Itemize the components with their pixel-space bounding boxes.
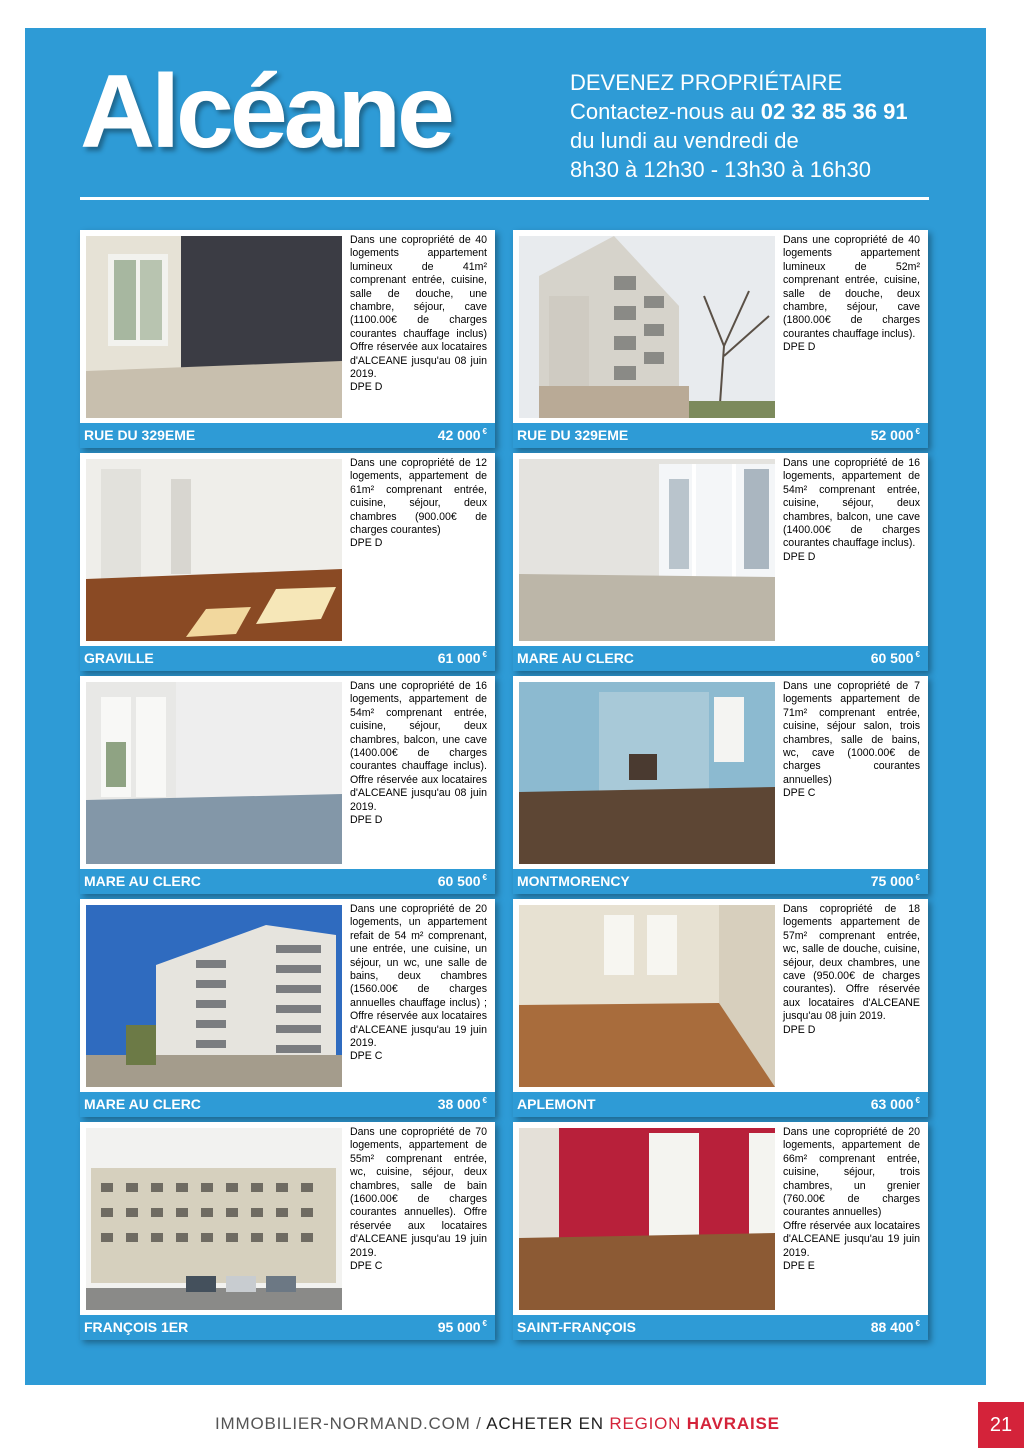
listing-card[interactable] xyxy=(80,899,495,1117)
price-value: 42 000 xyxy=(437,427,481,443)
contact-hours: 8h30 à 12h30 - 13h30 à 16h30 xyxy=(570,157,871,182)
interior-blue-floor xyxy=(86,682,342,864)
tall-building-blue-sky xyxy=(86,905,342,1087)
listing-title-bar xyxy=(513,1092,928,1117)
listing-card[interactable] xyxy=(80,230,495,448)
listing-description: Dans une copropriété de 40 logements appartement lumineux de 41m² comprenant entrée, cuisine, salle de douche, une chambre, séjour, cave (1100.00€ de charges courantes chauffage inclus) Offre réservée aux locataires d'ALCEANE jusqu'au 08 juin 2019. DPE D xyxy=(350,234,487,394)
footer-site-link[interactable]: IMMOBILIER-NORMAND.COM xyxy=(215,1414,471,1433)
building-exterior-trees xyxy=(519,236,775,418)
page-number: 21 xyxy=(978,1402,1024,1448)
listing-title-bar xyxy=(513,869,928,894)
listing-description: Dans une copropriété de 16 logements, appartement de 54m² comprenant entrée, cuisine, séjour, deux chambres, balcon, une cave (1400.00€ de charges courantes chauffage inclus). DPE D xyxy=(783,457,920,563)
listing-photo xyxy=(86,236,342,418)
listing-card[interactable] xyxy=(513,230,928,448)
listing-price xyxy=(871,873,920,889)
currency-symbol: € xyxy=(482,427,487,436)
footer-part1: ACHETER EN xyxy=(486,1414,604,1433)
listing-location: MARE AU CLERC xyxy=(517,650,634,666)
interior-wood-floor-sunlight xyxy=(86,459,342,641)
listing-description: Dans une copropriété de 20 logements, appartement de 66m² comprenant entrée, cuisine, séjour, trois chambres, un grenier (760.00€ de charges courantes annuelles) Offre réservée aux locataires d'ALCEANE jusqu'au 19 juin 2019. DPE E xyxy=(783,1126,920,1273)
listing-card[interactable] xyxy=(80,676,495,894)
contact-days: du lundi au vendredi de xyxy=(570,128,799,153)
listing-title-bar xyxy=(513,646,928,671)
listing-location: APLEMONT xyxy=(517,1096,596,1112)
listing-price xyxy=(871,427,920,443)
listing-location: MARE AU CLERC xyxy=(84,1096,201,1112)
price-value: 60 500 xyxy=(870,650,914,666)
listing-card[interactable] xyxy=(513,1122,928,1340)
interior-parquet-two-windows xyxy=(519,905,775,1087)
listing-card[interactable] xyxy=(513,676,928,894)
interior-blue-walls-fireplace xyxy=(519,682,775,864)
listing-card[interactable] xyxy=(513,453,928,671)
listing-title-bar xyxy=(513,1315,928,1340)
currency-symbol: € xyxy=(482,873,487,882)
price-value: 75 000 xyxy=(870,873,914,889)
price-value: 61 000 xyxy=(437,650,481,666)
listing-card[interactable] xyxy=(80,1122,495,1340)
listing-location: SAINT-FRANÇOIS xyxy=(517,1319,636,1335)
price-value: 63 000 xyxy=(870,1096,914,1112)
price-value: 60 500 xyxy=(437,873,481,889)
listing-location: RUE DU 329EME xyxy=(517,427,629,443)
listing-description: Dans une copropriété de 16 logements, appartement de 54m² comprenant entrée, cuisine, séjour, deux chambres, balcon, une cave (1400.00€ de charges courantes chauffage inclus). Offre réservée aux locataires d'ALCEANE jusqu'au 08 juin 2019. DPE D xyxy=(350,680,487,827)
currency-symbol: € xyxy=(915,650,920,659)
interior-balcony-window xyxy=(519,459,775,641)
currency-symbol: € xyxy=(915,1319,920,1328)
currency-symbol: € xyxy=(482,650,487,659)
listing-description: Dans une copropriété de 7 logements appartement de 71m² comprenant entrée, cuisine, séjour salon, trois chambres, salle de bains, wc, cave (1000.00€ de charges courantes annuelles) DPE C xyxy=(783,680,920,800)
listing-title-bar xyxy=(80,423,495,448)
listing-price xyxy=(438,650,487,666)
footer-part2: REGION xyxy=(609,1414,682,1433)
price-value: 95 000 xyxy=(437,1319,481,1335)
listing-photo xyxy=(519,236,775,418)
price-value: 88 400 xyxy=(870,1319,914,1335)
footer-part3: HAVRAISE xyxy=(686,1414,780,1433)
currency-symbol: € xyxy=(482,1319,487,1328)
listing-photo xyxy=(519,1128,775,1310)
currency-symbol: € xyxy=(482,1096,487,1105)
phone-number[interactable]: 02 32 85 36 91 xyxy=(760,99,908,124)
listing-price xyxy=(438,1319,487,1335)
listing-card[interactable] xyxy=(513,899,928,1117)
contact-phone-line xyxy=(570,97,908,126)
listing-photo xyxy=(519,682,775,864)
listing-description: Dans une copropriété de 20 logements, un appartement refait de 54 m² comprenant, une entrée, une cuisine, un séjour, un wc, une salle de bains, deux chambres (1560.00€ de charges annuelles chauffage inclus) ; Offre réservée aux locataires d'ALCEANE jusqu'au 19 juin 2019. DPE C xyxy=(350,903,487,1063)
contact-block xyxy=(570,68,908,184)
footer-text xyxy=(215,1414,780,1434)
price-value: 52 000 xyxy=(870,427,914,443)
listing-description: Dans une copropriété de 40 logements appartement lumineux de 52m² comprenant entrée, cuisine, salle de douche, deux chambre, séjour, cave (1800.00€ de charges courantes chauffage inclus). DPE D xyxy=(783,234,920,354)
listing-photo xyxy=(86,459,342,641)
listing-price xyxy=(871,1319,920,1335)
listing-photo xyxy=(86,905,342,1087)
price-value: 38 000 xyxy=(437,1096,481,1112)
interior-red-wall xyxy=(519,1128,775,1310)
currency-symbol: € xyxy=(915,1096,920,1105)
listing-title-bar xyxy=(80,646,495,671)
listing-location: RUE DU 329EME xyxy=(84,427,196,443)
listing-title-bar xyxy=(513,423,928,448)
listing-price xyxy=(438,873,487,889)
listing-location: FRANÇOIS 1ER xyxy=(84,1319,189,1335)
listing-location: MARE AU CLERC xyxy=(84,873,201,889)
listing-card[interactable] xyxy=(80,453,495,671)
listing-photo xyxy=(86,682,342,864)
listing-photo xyxy=(519,905,775,1087)
listing-photo xyxy=(519,459,775,641)
listing-title-bar xyxy=(80,1092,495,1117)
currency-symbol: € xyxy=(915,427,920,436)
interior-dark-wall-window xyxy=(86,236,342,418)
currency-symbol: € xyxy=(915,873,920,882)
listing-description: Dans une copropriété de 12 logements, appartement de 61m² comprenant entrée, cuisine, séjour, deux chambres (900.00€ de charges courantes) DPE D xyxy=(350,457,487,550)
building-facade-parked-cars xyxy=(86,1128,342,1310)
listing-price xyxy=(438,427,487,443)
footer-separator: / xyxy=(476,1414,482,1433)
contact-prefix: Contactez-nous au xyxy=(570,99,761,124)
listing-title-bar xyxy=(80,1315,495,1340)
listing-price xyxy=(871,1096,920,1112)
brand-logo: Alcéane xyxy=(80,54,451,170)
listing-description: Dans une copropriété de 70 logements, appartement de 55m² comprenant entrée, wc, cuisine, séjour, deux chambres, salle de bain (1600.00€ de charges courantes annuelles). Offre réservée aux locataires d'ALCEANE jusqu'au 19 juin 2019. DPE C xyxy=(350,1126,487,1273)
listing-title-bar xyxy=(80,869,495,894)
listing-photo xyxy=(86,1128,342,1310)
listing-price xyxy=(438,1096,487,1112)
listing-location: GRAVILLE xyxy=(84,650,154,666)
listing-description: Dans copropriété de 18 logements appartement de 57m² comprenant entrée, wc, salle de douche, cuisine, séjour, deux chambres, une cave (950.00€ de charges courantes). Offre réservée aux locataires d'ALCEANE jusqu'au 08 juin 2019. DPE D xyxy=(783,903,920,1036)
header-divider xyxy=(80,197,929,200)
listing-price xyxy=(871,650,920,666)
listing-location: MONTMORENCY xyxy=(517,873,630,889)
contact-headline: DEVENEZ PROPRIÉTAIRE xyxy=(570,70,843,95)
